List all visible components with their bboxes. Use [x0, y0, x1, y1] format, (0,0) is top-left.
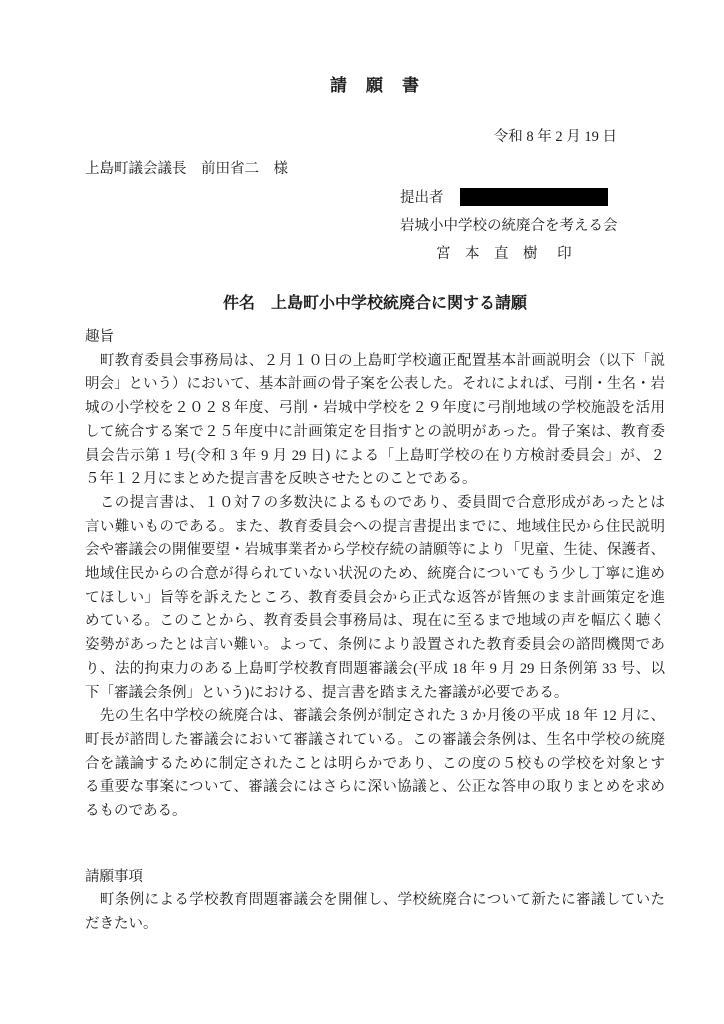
text-line: 員会告示第 1 号(令和 3 年 9 月 29 日) による「上島町学校の在り方検討委員会」が、２ — [85, 447, 665, 464]
document-date: 令和 8 年 2 月 19 日 — [493, 129, 617, 145]
paragraph — [85, 705, 665, 824]
text-line: り、法的拘束力のある上島町学校教育問題審議会(平成 18 年 9 月 29 日条例第 33 号、以 — [85, 660, 665, 677]
text-line: 地域住民からの合意が得られていない状況のため、統廃合についてもう少し丁寧に進め — [85, 566, 665, 583]
text-line: この提言書は、１０対７の多数決によるものであり、委員間で合意形成があったとは — [85, 494, 665, 511]
addressee-line: 上島町議会議長 前田省二 様 — [85, 161, 288, 177]
redacted-name-bar — [460, 188, 608, 206]
subject-line: 件名 上島町小中学校統廃合に関する請願 — [222, 295, 527, 312]
text-line: てほしい」旨等を訴えたところ、教育委員会から正式な返答が皆無のまま計画策定を進 — [85, 589, 665, 606]
text-line: 城の小学校を２０２８年度、弓削・岩城中学校を２９年度に弓削地域の学校施設を活用 — [85, 400, 665, 417]
text-line: る重要な事案について、審議会にはさらに深い協議と、公正な答申の取りまとめを求め — [85, 779, 665, 796]
text-line: して統合する案で２５年度中に計画策定を目指すとの説明があった。骨子案は、教育委 — [85, 423, 665, 440]
submitter-block — [400, 184, 665, 268]
text-line: 姿勢があったとは言い難い。よって、条例により設置された教育委員会の諮問機関であ — [85, 637, 665, 654]
text-line: 明会」という）において、基本計画の骨子案を公表した。それによれば、弓削・生名・岩 — [85, 376, 665, 393]
text-line: 言い難いものである。また、教育委員会への提言書提出までに、地域住民から住民説明 — [85, 518, 665, 535]
document-body — [85, 326, 665, 937]
text-line: 合を議論するために制定されたことは明らかであり、この度の５校もの学校を対象とす — [85, 755, 665, 772]
text-line: ５年１２月にまとめた提言書を反映させたとのことである。 — [85, 471, 477, 488]
paragraph — [85, 492, 665, 705]
submitter-label: 提出者 — [400, 190, 444, 206]
seal-mark: 印 — [557, 246, 572, 262]
text-line: 町教育委員会事務局は、２月１０日の上島町学校適正配置基本計画説明会（以下「説 — [85, 352, 665, 369]
document-title: 請 願 書 — [330, 76, 420, 95]
submitter-name-line — [400, 240, 665, 268]
submitter-label-line — [400, 184, 665, 212]
text-line: 町長が諮問した審議会において審議されている。この審議会条例は、生名中学校の統廃 — [85, 731, 665, 748]
submitter-organization: 岩城小中学校の統廃合を考える会 — [400, 218, 618, 234]
submitter-name: 宮 本 直 樹 — [436, 246, 538, 262]
text-line: 先の生名中学校の統廃合は、審議会条例が制定された 3 か月後の平成 18 年 12 月に、 — [85, 708, 665, 725]
paragraph — [85, 889, 665, 936]
text-line: だきたい。 — [85, 916, 158, 933]
section-heading: 趣旨 — [85, 329, 114, 345]
section-heading: 請願事項 — [85, 868, 143, 885]
text-line: 町条例による学校教育問題審議会を開催し、学校統廃合について新たに審議していた — [85, 892, 665, 909]
text-line: 会や審議会の開催要望・岩城事業者から学校存続の請願等により「児童、生徒、保護者、 — [85, 542, 665, 559]
text-line: るものである。 — [85, 803, 187, 820]
text-line: 下「審議会条例」という)における、提言書を踏まえた審議が必要である。 — [85, 684, 569, 701]
paragraph — [85, 350, 665, 492]
text-line: めている。このことから、教育委員会事務局は、現在に至るまで地域の声を幅広く聴く — [85, 613, 665, 630]
